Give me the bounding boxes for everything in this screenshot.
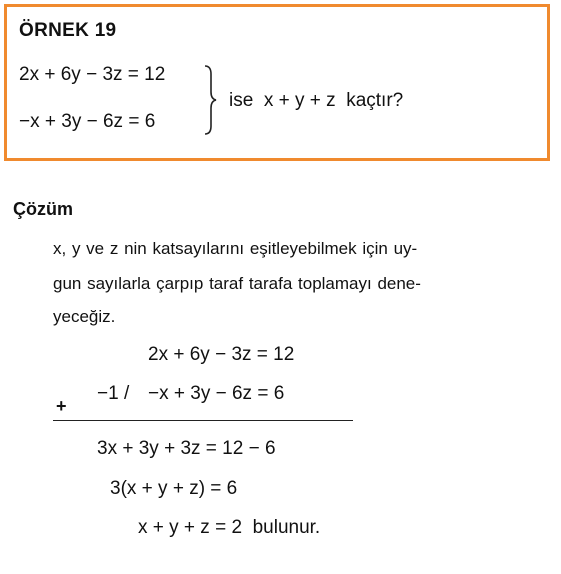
example-question: ise x + y + z kaçtır? xyxy=(229,90,404,111)
work-line-1: 2x + 6y − 3z = 12 xyxy=(148,344,295,365)
work-factored: 3(x + y + z) = 6 xyxy=(110,478,238,499)
solution-title: Çözüm xyxy=(13,199,73,219)
solution-paragraph-line-2: gun sayılarla çarpıp taraf tarafa toplamayı dene- xyxy=(53,274,421,293)
sum-line xyxy=(53,420,353,421)
work-sum: 3x + 3y + 3z = 12 − 6 xyxy=(97,438,276,459)
solution-paragraph-line-1: x, y ve z nin katsayılarını eşitleyebilmek için uy- xyxy=(53,239,418,258)
example-title: ÖRNEK 19 xyxy=(19,20,117,41)
work-result: x + y + z = 2 bulunur. xyxy=(138,517,321,538)
work-line-2: −x + 3y − 6z = 6 xyxy=(148,383,285,404)
multiplier: −1 / xyxy=(97,383,130,404)
example-equation-2: −x + 3y − 6z = 6 xyxy=(19,111,156,132)
solution-paragraph-line-3: yeceğiz. xyxy=(53,307,116,326)
right-brace xyxy=(203,64,217,136)
plus-sign: + xyxy=(56,396,67,416)
example-equation-1: 2x + 6y − 3z = 12 xyxy=(19,64,166,85)
